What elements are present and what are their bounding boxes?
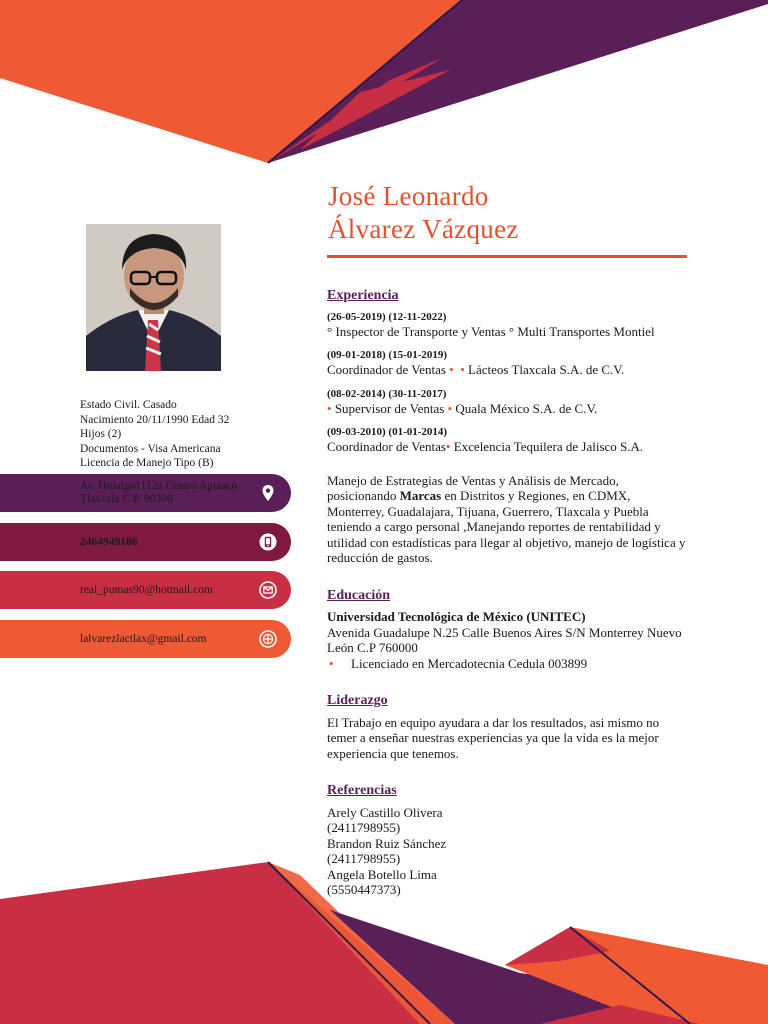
- experience-heading: Experiencia: [327, 288, 399, 303]
- personal-info: [80, 398, 280, 471]
- job-dates: (09-01-2018) (15-01-2019): [327, 349, 448, 361]
- degree: Licenciado en Mercadotecnia Cedula 003899: [351, 655, 588, 671]
- name-line-2: Álvarez Vázquez: [328, 214, 519, 244]
- email-bar-2: [0, 620, 291, 658]
- reference-phone: (2411798955): [327, 820, 401, 835]
- phone-icon: [259, 533, 277, 551]
- job-company: Quala México S.A. de C.V.: [455, 400, 598, 416]
- job-entry: [327, 310, 687, 340]
- school-name: Universidad Tecnológica de México (UNITEC): [327, 609, 586, 624]
- bullet-icon: •: [445, 439, 454, 454]
- bottom-decoration: [0, 855, 768, 1024]
- job-description: ° Inspector de Transporte y Ventas ° Multi Transportes Montiel: [327, 323, 655, 339]
- job-company: Excelencia Tequilera de Jalisco S.A.: [453, 439, 644, 454]
- address-line-1: Av. Hidalgo1112a Centro Apizaco: [80, 480, 238, 492]
- bullet-icon: •: [329, 655, 334, 671]
- main-content: [327, 288, 687, 898]
- reference-phone: (5550447373): [327, 882, 401, 897]
- leadership-text: El Trabajo en equipo ayudara a dar los resultados, asi mismo no temer a enseñar nuestras experiencias ya que la vida es la mejor experiencia que tenemos.: [327, 714, 660, 761]
- job-dates: (08-02-2014) (30-11-2017): [327, 387, 447, 400]
- name-line-1: José Leonardo: [328, 181, 489, 211]
- license: Licencia de Manejo Tipo (B): [80, 457, 214, 469]
- documents: Documentos - Visa Americana: [80, 442, 221, 455]
- bullet-icon: • •: [445, 362, 469, 377]
- email-bar-1: [0, 571, 291, 609]
- references-heading: Referencias: [327, 783, 397, 798]
- mail-icon: [259, 581, 277, 599]
- job-entry: [327, 425, 687, 455]
- list-item: [327, 656, 687, 672]
- job-role: Supervisor de Ventas: [334, 400, 445, 416]
- profile-photo: [86, 224, 221, 371]
- full-name: [328, 180, 519, 246]
- job-role: Coordinador de Ventas: [327, 362, 446, 377]
- job-dates: (09-03-2010) (01-01-2014): [327, 426, 448, 438]
- reference-name: Brandon Ruiz Sánchez: [327, 835, 447, 851]
- birth-date: Nacimiento 20/11/1990 Edad 32: [80, 413, 230, 426]
- address-line-2: Tlaxcala C.P. 90300: [80, 493, 173, 505]
- school-address: Avenida Guadalupe N.25 Calle Buenos Aires S/N Monterrey Nuevo León C.P 760000: [327, 624, 682, 655]
- job-entry: [327, 348, 687, 378]
- top-decoration: [0, 0, 768, 170]
- experience-summary: Manejo de Estrategias de Ventas y Análisis de Mercado, posicionando Marcas en Distritos y Regiones, en CDMX, Monterrey, Guadalajara, Tijuana, Guerrero, Tlaxcala y Puebla teniendo a cargo personal ,Manejando reportes de rentabilidad y utilidad con estadísticas para llegar al objetivo, manejo de logística y reducción de gastos.: [327, 472, 686, 565]
- children: Hijos (2): [80, 428, 122, 440]
- bullet-icon: •: [444, 400, 456, 416]
- address-bar: [0, 474, 291, 512]
- education-heading: Educación: [327, 587, 391, 603]
- reference-name: Arely Castillo Olivera: [327, 804, 443, 820]
- globe-icon: [259, 630, 277, 648]
- job-role: Coordinador de Ventas: [327, 439, 446, 454]
- job-company: Lácteos Tlaxcala S.A. de C.V.: [468, 362, 625, 377]
- email-2[interactable]: lalvarezlactlax@gmail.com: [80, 632, 207, 645]
- phone-number[interactable]: 2464949186: [80, 535, 138, 548]
- phone-bar: [0, 523, 291, 561]
- job-entry: [327, 387, 687, 417]
- reference-name: Angela Botello Lima: [327, 866, 437, 882]
- email-1[interactable]: real_pumas90@hotmail.com: [80, 583, 213, 596]
- civil-status: Estado Civil. Casado: [80, 399, 177, 411]
- job-dates: (26-05-2019) (12-11-2022): [327, 310, 447, 323]
- bullet-icon: •: [327, 400, 335, 416]
- name-divider: [327, 255, 687, 258]
- leadership-heading: Liderazgo: [327, 693, 388, 708]
- location-pin-icon: [259, 484, 277, 502]
- reference-phone: (2411798955): [327, 851, 401, 866]
